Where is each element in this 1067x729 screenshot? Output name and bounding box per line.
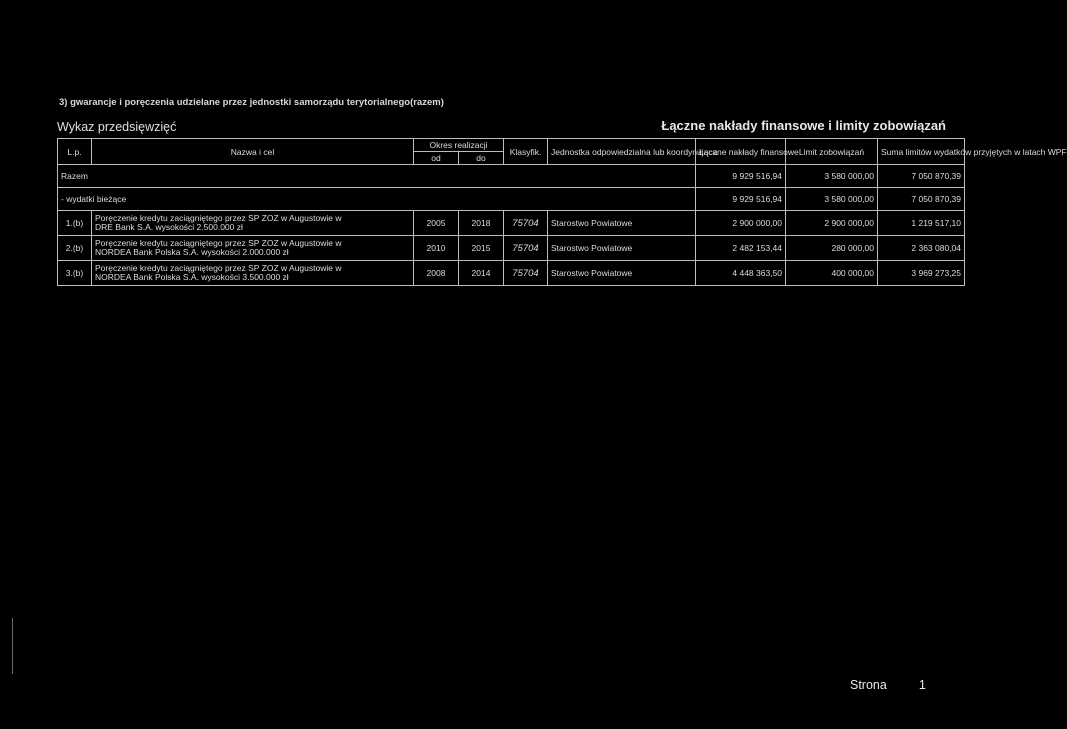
summary-label: - wydatki bieżące <box>58 188 696 211</box>
row-from: 2005 <box>414 211 459 236</box>
row-sum-effects: 3 969 273,25 <box>878 261 965 286</box>
row-total-outlays: 2 900 000,00 <box>696 211 786 236</box>
summary-sum-effects: 7 050 870,39 <box>878 188 965 211</box>
row-classification: 75704 <box>504 236 548 261</box>
row-name-line1: Poręczenie kredytu zaciągniętego przez SP ZOZ w Augustowie w <box>95 213 342 223</box>
row-unit: Starostwo Powiatowe <box>548 211 696 236</box>
page-footer <box>850 678 926 692</box>
summary-label: Razem <box>58 165 696 188</box>
summary-total-outlays: 9 929 516,94 <box>696 165 786 188</box>
section-heading: 3) gwarancje i poręczenia udzielane przez jednostki samorządu terytorialnego(razem) <box>59 97 444 108</box>
row-commitment-limit: 400 000,00 <box>786 261 878 286</box>
summary-commitment-limit: 3 580 000,00 <box>786 188 878 211</box>
row-sum-effects: 2 363 080,04 <box>878 236 965 261</box>
header-period: Okres realizacji <box>414 139 504 152</box>
header-unit: Jednostka odpowiedzialna lub koordynująca <box>548 139 696 165</box>
row-lp: 3.(b) <box>58 261 92 286</box>
header-to: do <box>459 152 504 165</box>
scan-edge-line <box>12 618 13 674</box>
row-commitment-limit: 2 900 000,00 <box>786 211 878 236</box>
row-from: 2010 <box>414 236 459 261</box>
row-unit: Starostwo Powiatowe <box>548 261 696 286</box>
summary-commitment-limit: 3 580 000,00 <box>786 165 878 188</box>
row-name-line1: Poręczenie kredytu zaciągniętego przez SP ZOZ w Augustowie w <box>95 263 342 273</box>
header-sum-effects: Suma limitów wydatków przyjętych w latach WPF <box>878 139 965 165</box>
header-commitment-limit: Limit zobowiązań <box>786 139 878 165</box>
row-total-outlays: 2 482 153,44 <box>696 236 786 261</box>
row-commitment-limit: 280 000,00 <box>786 236 878 261</box>
summary-total-outlays: 9 929 516,94 <box>696 188 786 211</box>
summary-row-current <box>58 188 965 211</box>
outlays-limits-title: Łączne nakłady finansowe i limity zobowiązań <box>661 118 946 133</box>
row-name-line2: NORDEA Bank Polska S.A. wysokości 3.500.000 zł <box>95 272 289 282</box>
table-row <box>58 261 965 286</box>
table-header-row <box>58 139 965 152</box>
row-unit: Starostwo Powiatowe <box>548 236 696 261</box>
table-row <box>58 211 965 236</box>
row-to: 2014 <box>459 261 504 286</box>
footer-page-label: Strona <box>850 678 887 692</box>
projects-list-title: Wykaz przedsięwzięć <box>57 120 177 134</box>
projects-table <box>57 138 1067 286</box>
row-lp: 1.(b) <box>58 211 92 236</box>
header-lp: L.p. <box>58 139 92 165</box>
header-from: od <box>414 152 459 165</box>
row-classification: 75704 <box>504 211 548 236</box>
row-to: 2015 <box>459 236 504 261</box>
header-total-outlays: Łączne nakłady finansowe <box>696 139 786 165</box>
row-name <box>92 236 414 261</box>
row-name <box>92 261 414 286</box>
summary-sum-effects: 7 050 870,39 <box>878 165 965 188</box>
summary-row-total <box>58 165 965 188</box>
row-name-line2: DRE Bank S.A. wysokości 2.500.000 zł <box>95 222 243 232</box>
row-to: 2018 <box>459 211 504 236</box>
row-name-line1: Poręczenie kredytu zaciągniętego przez SP ZOZ w Augustowie w <box>95 238 342 248</box>
table-row <box>58 236 965 261</box>
row-name <box>92 211 414 236</box>
row-from: 2008 <box>414 261 459 286</box>
header-classification: Klasyfik. <box>504 139 548 165</box>
row-lp: 2.(b) <box>58 236 92 261</box>
row-name-line2: NORDEA Bank Polska S.A. wysokości 2.000.000 zł <box>95 247 289 257</box>
row-sum-effects: 1 219 517,10 <box>878 211 965 236</box>
header-name: Nazwa i cel <box>92 139 414 165</box>
footer-page-number: 1 <box>918 678 926 692</box>
row-total-outlays: 4 448 363,50 <box>696 261 786 286</box>
row-classification: 75704 <box>504 261 548 286</box>
